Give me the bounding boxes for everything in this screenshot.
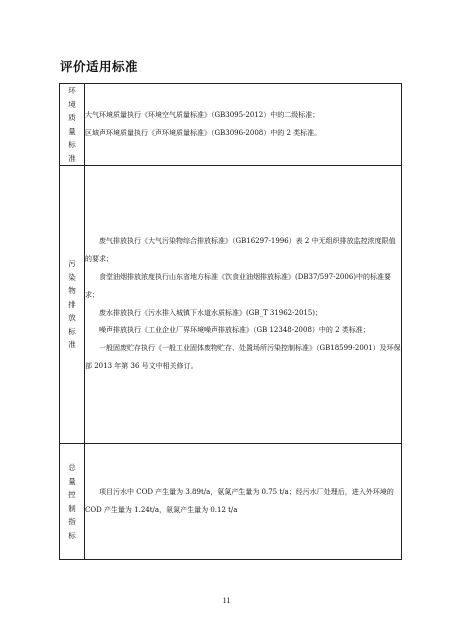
paragraph: 大气环境质量执行《环境空气质量标准》（GB3095-2012）中的二级标准； — [85, 110, 320, 119]
table-row — [60, 444, 402, 560]
row-label-total-control: 总量控制指标 — [68, 463, 76, 540]
paragraph: 废水排放执行《污水排入城镇下水道水质标准》(GB_T 31962-2015)； — [99, 308, 323, 317]
paragraph: 食堂油烟排放浓度执行山东省地方标准《饮食业油烟排放标准》(DB37/597-2006)中的标准要求； — [85, 272, 392, 299]
table-row — [60, 84, 402, 166]
row-label-cell — [60, 444, 85, 560]
table-row — [60, 166, 402, 444]
row-content-cell — [85, 166, 402, 444]
paragraph: 噪声排放执行《工业企业厂界环境噪声排放标准》（GB 12348-2008）中的 2 类标准； — [99, 326, 370, 335]
section-title: 评价适用标准 — [60, 59, 139, 74]
paragraph: 废气排放执行《大气污染物综合排放标准》（GB16297-1996）表 2 中无组织排放监控浓度限值的要求； — [85, 237, 396, 264]
standards-table — [59, 83, 402, 560]
row-label-cell — [60, 84, 85, 166]
row-content-cell — [85, 84, 402, 166]
row-label-cell — [60, 166, 85, 444]
row-content-cell — [85, 444, 402, 560]
paragraph: 一般固废贮存执行《一般工业固体废物贮存、处置场所污染控制标准》（GB18599-2001）及环保部 2013 年第 36 号文中相关修订。 — [85, 344, 401, 370]
row-label-emission-standard: 污染物排放标准 — [68, 259, 76, 350]
paragraph: 区域声环境质量执行《声环境质量标准》（GB3096-2008）中的 2 类标准。 — [85, 128, 322, 137]
page-number: 11 — [222, 596, 231, 605]
paragraph: 项目污水中 COD 产生量为 3.89t/a，氨氮产生量为 0.75 t/a；经污水厂处理后，进入外环境的 COD 产生量为 1.24t/a，氨氮产生量为 0.12 t/a — [85, 487, 394, 514]
row-label-environment-quality: 环境质量标准 — [68, 86, 76, 163]
